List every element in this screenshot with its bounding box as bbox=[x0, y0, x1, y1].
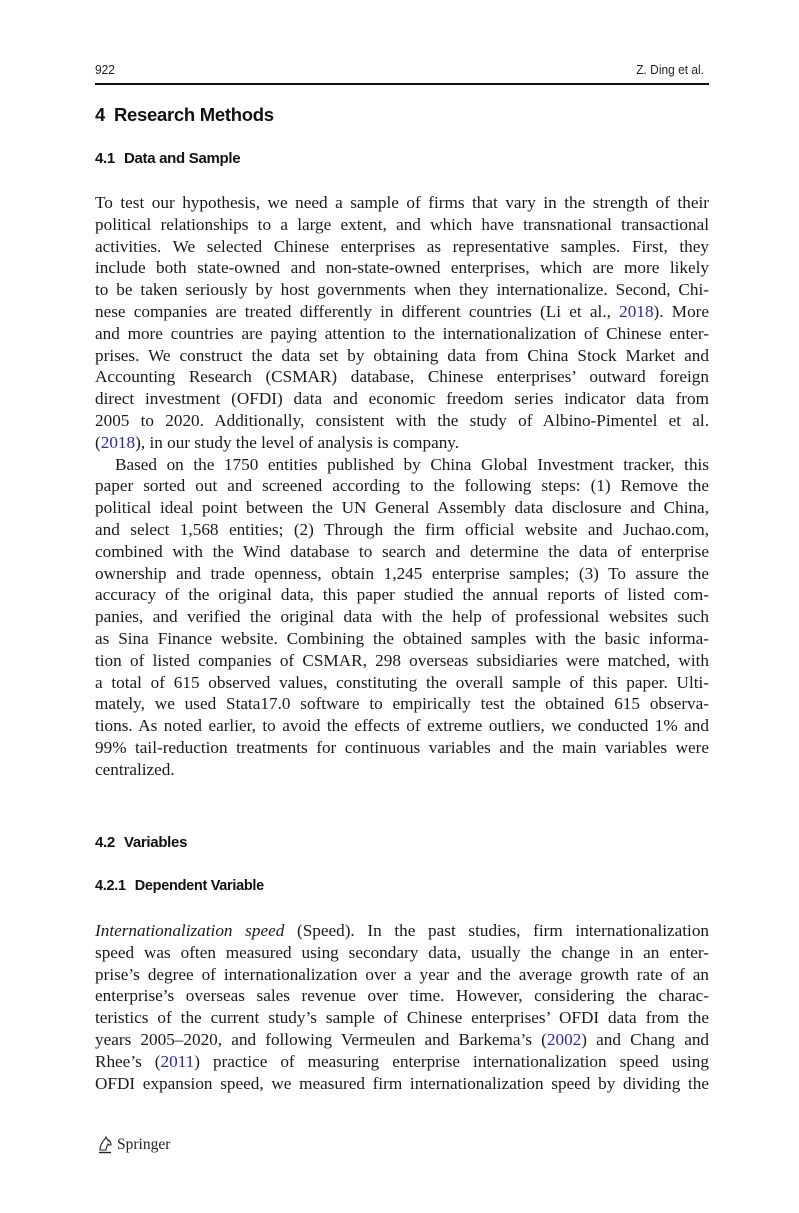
text-line: combined with the Wind database to search and determine the data of enterprise bbox=[95, 541, 709, 561]
text-line: To test our hypothesis, we need a sample of firms that vary in the strength of their bbox=[95, 193, 709, 212]
citation-link-chang-2011[interactable]: 2011 bbox=[160, 1051, 195, 1071]
subsection-number: 4.1 bbox=[95, 150, 115, 167]
text-line: mately, we used Stata17.0 software to empirically test the obtained 615 observa- bbox=[95, 694, 709, 714]
section-title: Research Methods bbox=[114, 104, 274, 125]
text-line-with-citation: nese companies are treated differently in different countries (Li et al., 2018). More bbox=[95, 301, 710, 321]
text-line: and more countries are paying attention to the internationalization of Chinese enter- bbox=[95, 323, 709, 343]
text-line: 99% tail-reduction treatments for continuous variables and the main variables were bbox=[95, 737, 709, 757]
text-line: to be taken seriously by host governments when they internationalize. Second, Chi- bbox=[95, 280, 709, 300]
text-line: tions. As noted earlier, to avoid the effects of extreme outliers, we conducted 1% and bbox=[95, 716, 709, 736]
subsubsection-heading-dependent-variable bbox=[95, 878, 264, 894]
running-head bbox=[95, 59, 705, 79]
text-line-with-citation: Rhee’s (2011) practice of measuring enterprise internationalization speed using bbox=[95, 1051, 709, 1071]
text-line: ownership and trade openness, obtain 1,245 enterprise samples; (3) To assure the bbox=[95, 563, 709, 583]
publisher-name: Springer bbox=[117, 1136, 171, 1153]
subsection-number: 4.2 bbox=[95, 834, 115, 851]
text-line: 2005 to 2020. Additionally, consistent with the study of Albino-Pimentel et al. bbox=[95, 410, 709, 430]
text-line: panies, and verified the original data with the help of professional websites such bbox=[95, 607, 709, 627]
text-line: prises. We construct the data set by obtaining data from China Stock Market and bbox=[95, 345, 709, 365]
text-line: Based on the 1750 entities published by China Global Investment tracker, this bbox=[115, 454, 709, 474]
subsection-heading-data-and-sample bbox=[95, 150, 240, 167]
text-line: Accounting Research (CSMAR) database, Chinese enterprises’ outward foreign bbox=[95, 367, 709, 387]
section-heading bbox=[95, 104, 274, 126]
running-head-authors: Z. Ding et al. bbox=[636, 61, 705, 77]
text-line: OFDI expansion speed, we measured firm internationalization speed by dividing the bbox=[95, 1073, 709, 1093]
subsubsection-number: 4.2.1 bbox=[95, 878, 126, 894]
header-rule bbox=[95, 83, 709, 85]
text-line: tion of listed companies of CSMAR, 298 overseas subsidiaries were matched, with bbox=[95, 650, 709, 670]
text-line-with-citation: years 2005–2020, and following Vermeulen and Barkema’s (2002) and Chang and bbox=[95, 1029, 710, 1049]
text-line: include both state-owned and non-state-owned enterprises, which are more likely bbox=[95, 258, 709, 278]
text-line: enterprise’s overseas sales revenue over time. However, considering the charac- bbox=[95, 986, 709, 1006]
subsubsection-title: Dependent Variable bbox=[134, 878, 264, 894]
text-line: Internationalization speed (Speed). In the past studies, firm internationalization bbox=[95, 921, 710, 940]
springer-horse-icon bbox=[97, 1136, 113, 1154]
text-line: as Sina Finance website. Combining the obtained samples with the basic informa- bbox=[95, 628, 709, 648]
text-line-with-citation: (2018), in our study the level of analysis is company. bbox=[95, 432, 460, 452]
text-line: speed was often measured using secondary data, usually the change in an enter- bbox=[95, 942, 709, 962]
citation-link-vermeulen-2002[interactable]: 2002 bbox=[546, 1029, 582, 1049]
citation-link-albino-2018[interactable]: 2018 bbox=[100, 432, 136, 452]
subsection-title: Variables bbox=[123, 834, 188, 851]
text-line: and select 1,568 entities; (2) Through the firm official website and Juchao.com, bbox=[95, 519, 709, 539]
term-internationalization-speed: Internationalization speed bbox=[95, 921, 285, 940]
text-line: a total of 615 observed values, constituting the overall sample of this paper. Ulti- bbox=[95, 672, 709, 692]
citation-link-li-2018[interactable]: 2018 bbox=[619, 301, 654, 321]
text-line: paper sorted out and screened according to the following steps: (1) Remove the bbox=[95, 476, 709, 496]
text-line: accuracy of the original data, this paper studied the annual reports of listed com- bbox=[95, 585, 709, 605]
text-line: teristics of the current study’s sample of Chinese enterprises’ OFDI data from the bbox=[95, 1008, 709, 1028]
text-line: political ideal point between the UN General Assembly data disclosure and China, bbox=[95, 498, 709, 518]
page-number: 922 bbox=[95, 61, 115, 77]
text-line: activities. We selected Chinese enterprises as representative samples. First, they bbox=[95, 236, 709, 256]
text-line: direct investment (OFDI) data and economic freedom series indicator data from bbox=[95, 389, 709, 409]
paragraph-data-sample-1 bbox=[95, 192, 709, 781]
subsection-heading-variables bbox=[95, 834, 187, 851]
publisher-footer bbox=[97, 1136, 170, 1154]
text-line: prise’s degree of internationalization over a year and the average growth rate of an bbox=[95, 964, 709, 984]
subsection-title: Data and Sample bbox=[123, 150, 241, 167]
text-line: centralized. bbox=[95, 759, 175, 779]
section-number: 4 bbox=[95, 104, 105, 125]
text-line: political relationships to a large extent, and which have transnational transactional bbox=[95, 214, 709, 234]
paragraph-dependent-variable bbox=[95, 920, 709, 1094]
